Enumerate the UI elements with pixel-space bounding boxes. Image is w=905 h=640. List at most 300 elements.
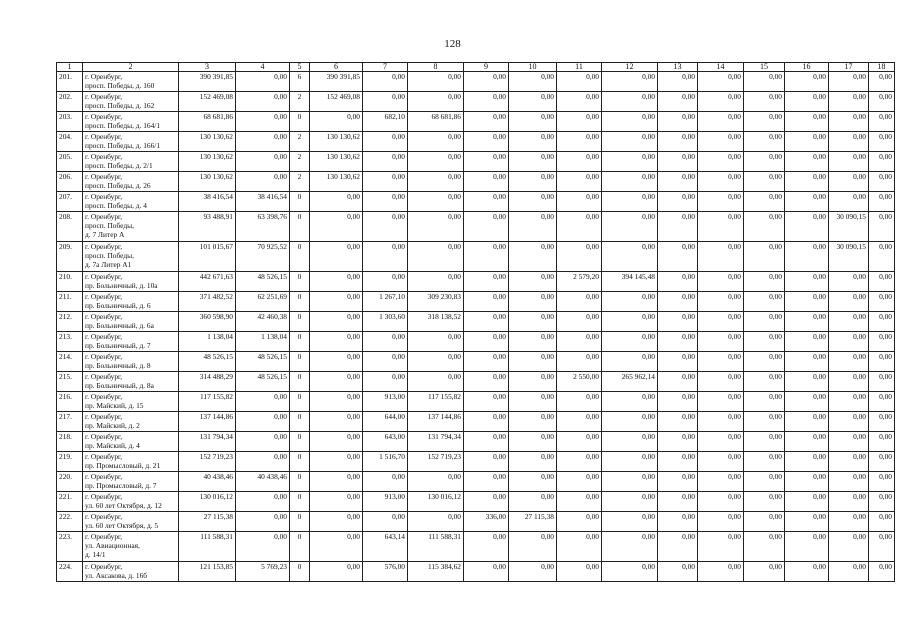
amount-cell: 0,00 bbox=[408, 212, 464, 242]
amount-cell: 48 526,15 bbox=[236, 372, 290, 392]
row-number: 213. bbox=[57, 332, 83, 352]
amount-cell: 0,00 bbox=[236, 392, 290, 412]
amount-cell: 0,00 bbox=[829, 412, 869, 432]
col-header: 18 bbox=[869, 63, 895, 72]
amount-cell: 0,00 bbox=[869, 242, 895, 272]
amount-cell: 390 391,85 bbox=[310, 72, 363, 92]
amount-cell: 0,00 bbox=[658, 172, 698, 192]
amount-cell: 63 398,76 bbox=[236, 212, 290, 242]
amount-cell: 0,00 bbox=[698, 242, 744, 272]
amount-cell: 130 016,12 bbox=[179, 492, 236, 512]
amount-cell: 0,00 bbox=[602, 132, 658, 152]
amount-cell: 0,00 bbox=[310, 452, 363, 472]
amount-cell: 121 153,85 bbox=[179, 562, 236, 582]
amount-cell: 390 391,85 bbox=[179, 72, 236, 92]
amount-cell: 0,00 bbox=[464, 312, 509, 332]
amount-cell: 0,00 bbox=[829, 272, 869, 292]
amount-cell: 0,00 bbox=[744, 372, 785, 392]
row-number: 214. bbox=[57, 352, 83, 372]
amount-cell: 0,00 bbox=[602, 392, 658, 412]
amount-cell: 0,00 bbox=[698, 92, 744, 112]
amount-cell: 0,00 bbox=[744, 392, 785, 412]
amount-cell: 0,00 bbox=[236, 72, 290, 92]
amount-cell: 0,00 bbox=[602, 242, 658, 272]
amount-cell: 0,00 bbox=[785, 432, 829, 452]
col-header: 6 bbox=[310, 63, 363, 72]
address-cell: г. Оренбург, ул. Авиационная, д. 14/1 bbox=[83, 532, 179, 562]
amount-cell: 48 526,15 bbox=[236, 352, 290, 372]
table-row bbox=[57, 242, 895, 272]
col-header: 5 bbox=[290, 63, 310, 72]
amount-cell: 0,00 bbox=[464, 192, 509, 212]
amount-cell: 48 526,15 bbox=[236, 272, 290, 292]
amount-cell: 0,00 bbox=[509, 242, 557, 272]
amount-cell: 0,00 bbox=[785, 192, 829, 212]
amount-cell: 0,00 bbox=[363, 172, 408, 192]
count-cell: 0 bbox=[290, 292, 310, 312]
table-row bbox=[57, 72, 895, 92]
col-header: 13 bbox=[658, 63, 698, 72]
amount-cell: 152 719,23 bbox=[179, 452, 236, 472]
amount-cell: 0,00 bbox=[557, 212, 602, 242]
amount-cell: 0,00 bbox=[785, 92, 829, 112]
header-row bbox=[57, 63, 895, 72]
amount-cell: 130 016,12 bbox=[408, 492, 464, 512]
amount-cell: 0,00 bbox=[509, 272, 557, 292]
amount-cell: 0,00 bbox=[785, 72, 829, 92]
amount-cell: 0,00 bbox=[363, 472, 408, 492]
row-number: 204. bbox=[57, 132, 83, 152]
amount-cell: 0,00 bbox=[658, 492, 698, 512]
amount-cell: 0,00 bbox=[602, 212, 658, 242]
table-row bbox=[57, 192, 895, 212]
amount-cell: 0,00 bbox=[363, 272, 408, 292]
amount-cell: 0,00 bbox=[310, 312, 363, 332]
amount-cell: 0,00 bbox=[658, 412, 698, 432]
amount-cell: 0,00 bbox=[310, 212, 363, 242]
amount-cell: 0,00 bbox=[744, 242, 785, 272]
amount-cell: 0,00 bbox=[658, 532, 698, 562]
count-cell: 0 bbox=[290, 192, 310, 212]
amount-cell: 0,00 bbox=[785, 532, 829, 562]
amount-cell: 1 267,10 bbox=[363, 292, 408, 312]
amount-cell: 0,00 bbox=[509, 452, 557, 472]
amount-cell: 0,00 bbox=[829, 492, 869, 512]
address-cell: г. Оренбург, просп. Победы, д. 2/1 bbox=[83, 152, 179, 172]
amount-cell: 0,00 bbox=[363, 192, 408, 212]
amount-cell: 0,00 bbox=[869, 212, 895, 242]
amount-cell: 0,00 bbox=[869, 352, 895, 372]
amount-cell: 0,00 bbox=[658, 112, 698, 132]
col-header: 12 bbox=[602, 63, 658, 72]
amount-cell: 0,00 bbox=[464, 412, 509, 432]
amount-cell: 137 144,86 bbox=[179, 412, 236, 432]
amount-cell: 913,00 bbox=[363, 392, 408, 412]
amount-cell: 0,00 bbox=[602, 112, 658, 132]
amount-cell: 0,00 bbox=[602, 352, 658, 372]
amount-cell: 0,00 bbox=[509, 192, 557, 212]
row-number: 206. bbox=[57, 172, 83, 192]
amount-cell: 131 794,34 bbox=[179, 432, 236, 452]
row-number: 221. bbox=[57, 492, 83, 512]
amount-cell: 0,00 bbox=[408, 132, 464, 152]
amount-cell: 0,00 bbox=[744, 312, 785, 332]
amount-cell: 0,00 bbox=[557, 352, 602, 372]
count-cell: 2 bbox=[290, 172, 310, 192]
amount-cell: 0,00 bbox=[602, 92, 658, 112]
amount-cell: 0,00 bbox=[310, 472, 363, 492]
amount-cell: 0,00 bbox=[363, 372, 408, 392]
address-cell: г. Оренбург, просп. Победы, д. 7 Литер А bbox=[83, 212, 179, 242]
amount-cell: 0,00 bbox=[310, 192, 363, 212]
address-cell: г. Оренбург, просп. Победы, д. 26 bbox=[83, 172, 179, 192]
count-cell: 0 bbox=[290, 432, 310, 452]
row-number: 224. bbox=[57, 562, 83, 582]
amount-cell: 0,00 bbox=[557, 472, 602, 492]
amount-cell: 0,00 bbox=[869, 132, 895, 152]
amount-cell: 0,00 bbox=[744, 432, 785, 452]
amount-cell: 0,00 bbox=[509, 112, 557, 132]
row-number: 201. bbox=[57, 72, 83, 92]
amount-cell: 0,00 bbox=[869, 272, 895, 292]
table-row bbox=[57, 112, 895, 132]
amount-cell: 0,00 bbox=[557, 152, 602, 172]
amount-cell: 0,00 bbox=[744, 492, 785, 512]
amount-cell: 0,00 bbox=[744, 112, 785, 132]
table-row bbox=[57, 472, 895, 492]
amount-cell: 0,00 bbox=[658, 472, 698, 492]
amount-cell: 5 769,23 bbox=[236, 562, 290, 582]
amount-cell: 0,00 bbox=[869, 72, 895, 92]
amount-cell: 152 469,08 bbox=[310, 92, 363, 112]
amount-cell: 336,00 bbox=[464, 512, 509, 532]
amount-cell: 0,00 bbox=[464, 272, 509, 292]
amount-cell: 0,00 bbox=[236, 172, 290, 192]
col-header: 9 bbox=[464, 63, 509, 72]
table-row bbox=[57, 512, 895, 532]
amount-cell: 0,00 bbox=[785, 392, 829, 412]
amount-cell: 0,00 bbox=[408, 372, 464, 392]
amount-cell: 0,00 bbox=[698, 292, 744, 312]
table-row bbox=[57, 172, 895, 192]
amount-cell: 1 138,04 bbox=[179, 332, 236, 352]
amount-cell: 0,00 bbox=[557, 192, 602, 212]
row-number: 209. bbox=[57, 242, 83, 272]
amount-cell: 152 469,08 bbox=[179, 92, 236, 112]
col-header: 17 bbox=[829, 63, 869, 72]
amount-cell: 0,00 bbox=[602, 312, 658, 332]
amount-cell: 131 794,34 bbox=[408, 432, 464, 452]
amount-cell: 0,00 bbox=[464, 332, 509, 352]
amount-cell: 0,00 bbox=[829, 292, 869, 312]
amount-cell: 0,00 bbox=[698, 112, 744, 132]
amount-cell: 117 155,82 bbox=[408, 392, 464, 412]
row-number: 215. bbox=[57, 372, 83, 392]
amount-cell: 0,00 bbox=[698, 492, 744, 512]
amount-cell: 0,00 bbox=[658, 332, 698, 352]
amount-cell: 0,00 bbox=[408, 192, 464, 212]
amount-cell: 0,00 bbox=[310, 412, 363, 432]
amount-cell: 0,00 bbox=[408, 72, 464, 92]
amount-cell: 0,00 bbox=[829, 132, 869, 152]
amount-cell: 0,00 bbox=[744, 332, 785, 352]
count-cell: 2 bbox=[290, 152, 310, 172]
amount-cell: 442 671,63 bbox=[179, 272, 236, 292]
amount-cell: 0,00 bbox=[785, 412, 829, 432]
address-cell: г. Оренбург, пр. Больничный, д. 8а bbox=[83, 372, 179, 392]
amount-cell: 0,00 bbox=[829, 92, 869, 112]
amount-cell: 0,00 bbox=[869, 172, 895, 192]
amount-cell: 38 416,54 bbox=[179, 192, 236, 212]
table-row bbox=[57, 292, 895, 312]
amount-cell: 0,00 bbox=[744, 132, 785, 152]
amount-cell: 68 681,86 bbox=[179, 112, 236, 132]
amount-cell: 0,00 bbox=[658, 272, 698, 292]
amount-cell: 0,00 bbox=[464, 392, 509, 412]
amount-cell: 0,00 bbox=[698, 72, 744, 92]
count-cell: 0 bbox=[290, 492, 310, 512]
amount-cell: 0,00 bbox=[658, 452, 698, 472]
amount-cell: 0,00 bbox=[785, 272, 829, 292]
amount-cell: 0,00 bbox=[557, 292, 602, 312]
count-cell: 0 bbox=[290, 472, 310, 492]
table-row bbox=[57, 212, 895, 242]
amount-cell: 0,00 bbox=[698, 432, 744, 452]
amount-cell: 0,00 bbox=[509, 472, 557, 492]
amount-cell: 0,00 bbox=[509, 372, 557, 392]
address-cell: г. Оренбург, пр. Промысловый, д. 21 bbox=[83, 452, 179, 472]
amount-cell: 0,00 bbox=[310, 112, 363, 132]
table-row bbox=[57, 352, 895, 372]
address-cell: г. Оренбург, пр. Больничный, д. 8 bbox=[83, 352, 179, 372]
row-number: 223. bbox=[57, 532, 83, 562]
amount-cell: 0,00 bbox=[602, 292, 658, 312]
amount-cell: 0,00 bbox=[602, 192, 658, 212]
address-cell: г. Оренбург, пр. Больничный, д. 10а bbox=[83, 272, 179, 292]
amount-cell: 0,00 bbox=[557, 492, 602, 512]
amount-cell: 0,00 bbox=[310, 512, 363, 532]
amount-cell: 0,00 bbox=[363, 332, 408, 352]
amount-cell: 38 416,54 bbox=[236, 192, 290, 212]
amount-cell: 0,00 bbox=[509, 432, 557, 452]
amount-cell: 0,00 bbox=[310, 352, 363, 372]
amount-cell: 0,00 bbox=[509, 492, 557, 512]
row-number: 211. bbox=[57, 292, 83, 312]
amount-cell: 371 482,52 bbox=[179, 292, 236, 312]
amount-cell: 0,00 bbox=[509, 562, 557, 582]
address-cell: г. Оренбург, ул. 60 лет Октября, д. 5 bbox=[83, 512, 179, 532]
amount-cell: 0,00 bbox=[464, 372, 509, 392]
amount-cell: 111 588,31 bbox=[179, 532, 236, 562]
amount-cell: 0,00 bbox=[785, 292, 829, 312]
row-number: 203. bbox=[57, 112, 83, 132]
amount-cell: 0,00 bbox=[829, 332, 869, 352]
amount-cell: 309 230,83 bbox=[408, 292, 464, 312]
amount-cell: 0,00 bbox=[310, 432, 363, 452]
count-cell: 0 bbox=[290, 242, 310, 272]
amount-cell: 0,00 bbox=[869, 112, 895, 132]
page-number: 128 bbox=[444, 38, 461, 50]
amount-cell: 2 550,00 bbox=[557, 372, 602, 392]
amount-cell: 0,00 bbox=[744, 352, 785, 372]
amount-cell: 0,00 bbox=[744, 292, 785, 312]
amount-cell: 0,00 bbox=[509, 152, 557, 172]
amount-cell: 0,00 bbox=[602, 492, 658, 512]
amount-cell: 913,00 bbox=[363, 492, 408, 512]
address-cell: г. Оренбург, пр. Промысловый, д. 7 bbox=[83, 472, 179, 492]
amount-cell: 643,00 bbox=[363, 432, 408, 452]
amount-cell: 0,00 bbox=[698, 392, 744, 412]
address-cell: г. Оренбург, просп. Победы, д. 4 bbox=[83, 192, 179, 212]
col-header: 2 bbox=[83, 63, 179, 72]
amount-cell: 643,14 bbox=[363, 532, 408, 562]
table-row bbox=[57, 92, 895, 112]
amount-cell: 0,00 bbox=[509, 132, 557, 152]
amount-cell: 0,00 bbox=[509, 392, 557, 412]
amount-cell: 0,00 bbox=[557, 512, 602, 532]
amount-cell: 0,00 bbox=[869, 412, 895, 432]
amount-cell: 0,00 bbox=[698, 412, 744, 432]
count-cell: 0 bbox=[290, 372, 310, 392]
amount-cell: 0,00 bbox=[698, 452, 744, 472]
amount-cell: 0,00 bbox=[744, 412, 785, 432]
amount-cell: 0,00 bbox=[658, 212, 698, 242]
count-cell: 0 bbox=[290, 532, 310, 562]
address-cell: г. Оренбург, пр. Больничный, д. 6 bbox=[83, 292, 179, 312]
table-row bbox=[57, 272, 895, 292]
amount-cell: 0,00 bbox=[602, 472, 658, 492]
amount-cell: 1 303,60 bbox=[363, 312, 408, 332]
amount-cell: 0,00 bbox=[602, 172, 658, 192]
table-row bbox=[57, 432, 895, 452]
table-row bbox=[57, 492, 895, 512]
amount-cell: 0,00 bbox=[658, 132, 698, 152]
count-cell: 0 bbox=[290, 412, 310, 432]
count-cell: 0 bbox=[290, 512, 310, 532]
address-cell: г. Оренбург, просп. Победы, д. 7а Литер А1 bbox=[83, 242, 179, 272]
amount-cell: 0,00 bbox=[602, 152, 658, 172]
amount-cell: 0,00 bbox=[509, 412, 557, 432]
amount-cell: 0,00 bbox=[408, 92, 464, 112]
amount-cell: 0,00 bbox=[658, 242, 698, 272]
address-cell: г. Оренбург, пр. Майский, д. 2 bbox=[83, 412, 179, 432]
amount-cell: 0,00 bbox=[785, 212, 829, 242]
amount-cell: 0,00 bbox=[464, 172, 509, 192]
col-header: 14 bbox=[698, 63, 744, 72]
amount-cell: 0,00 bbox=[869, 452, 895, 472]
amount-cell: 0,00 bbox=[744, 272, 785, 292]
amount-cell: 0,00 bbox=[509, 312, 557, 332]
row-number: 219. bbox=[57, 452, 83, 472]
amount-cell: 0,00 bbox=[785, 372, 829, 392]
amount-cell: 0,00 bbox=[658, 192, 698, 212]
amount-cell: 0,00 bbox=[658, 392, 698, 412]
amount-cell: 0,00 bbox=[464, 242, 509, 272]
amount-cell: 0,00 bbox=[310, 492, 363, 512]
amount-cell: 68 681,86 bbox=[408, 112, 464, 132]
amount-cell: 0,00 bbox=[464, 432, 509, 452]
amount-cell: 0,00 bbox=[698, 352, 744, 372]
table-row bbox=[57, 562, 895, 582]
amount-cell: 0,00 bbox=[557, 112, 602, 132]
table-row bbox=[57, 312, 895, 332]
amount-cell: 0,00 bbox=[829, 112, 869, 132]
amount-cell: 0,00 bbox=[236, 132, 290, 152]
amount-cell: 0,00 bbox=[829, 392, 869, 412]
amount-cell: 0,00 bbox=[464, 112, 509, 132]
amount-cell: 0,00 bbox=[408, 272, 464, 292]
count-cell: 6 bbox=[290, 72, 310, 92]
amount-cell: 0,00 bbox=[698, 562, 744, 582]
amount-cell: 0,00 bbox=[744, 212, 785, 242]
address-cell: г. Оренбург, пр. Майский, д. 4 bbox=[83, 432, 179, 452]
amount-cell: 0,00 bbox=[869, 92, 895, 112]
amount-cell: 0,00 bbox=[310, 242, 363, 272]
amount-cell: 0,00 bbox=[829, 562, 869, 582]
amount-cell: 0,00 bbox=[744, 532, 785, 562]
amount-cell: 644,00 bbox=[363, 412, 408, 432]
amount-cell: 0,00 bbox=[509, 172, 557, 192]
amount-cell: 0,00 bbox=[869, 472, 895, 492]
amount-cell: 0,00 bbox=[464, 212, 509, 242]
amount-cell: 0,00 bbox=[464, 452, 509, 472]
amount-cell: 0,00 bbox=[310, 332, 363, 352]
amount-cell: 0,00 bbox=[829, 372, 869, 392]
amount-cell: 0,00 bbox=[464, 292, 509, 312]
amount-cell: 0,00 bbox=[869, 512, 895, 532]
amount-cell: 0,00 bbox=[829, 512, 869, 532]
amount-cell: 0,00 bbox=[869, 292, 895, 312]
amount-cell: 0,00 bbox=[698, 332, 744, 352]
amount-cell: 0,00 bbox=[658, 92, 698, 112]
amount-cell: 40 438,46 bbox=[236, 472, 290, 492]
table-body bbox=[57, 72, 895, 582]
row-number: 207. bbox=[57, 192, 83, 212]
amount-cell: 111 588,31 bbox=[408, 532, 464, 562]
amount-cell: 0,00 bbox=[557, 312, 602, 332]
count-cell: 2 bbox=[290, 132, 310, 152]
amount-cell: 0,00 bbox=[658, 152, 698, 172]
amount-cell: 0,00 bbox=[829, 472, 869, 492]
amount-cell: 0,00 bbox=[236, 112, 290, 132]
amount-cell: 0,00 bbox=[236, 412, 290, 432]
amount-cell: 0,00 bbox=[464, 492, 509, 512]
amount-cell: 0,00 bbox=[236, 92, 290, 112]
amount-cell: 0,00 bbox=[557, 452, 602, 472]
amount-cell: 0,00 bbox=[698, 372, 744, 392]
amount-cell: 101 015,67 bbox=[179, 242, 236, 272]
amount-cell: 1 138,04 bbox=[236, 332, 290, 352]
amount-cell: 0,00 bbox=[464, 562, 509, 582]
amount-cell: 0,00 bbox=[829, 312, 869, 332]
amount-cell: 0,00 bbox=[408, 152, 464, 172]
amount-cell: 0,00 bbox=[602, 432, 658, 452]
amount-cell: 0,00 bbox=[658, 432, 698, 452]
table-row bbox=[57, 412, 895, 432]
amount-cell: 93 488,91 bbox=[179, 212, 236, 242]
amount-cell: 0,00 bbox=[363, 92, 408, 112]
amount-cell: 137 144,86 bbox=[408, 412, 464, 432]
amount-cell: 0,00 bbox=[557, 562, 602, 582]
row-number: 220. bbox=[57, 472, 83, 492]
amount-cell: 0,00 bbox=[509, 72, 557, 92]
amount-cell: 0,00 bbox=[785, 132, 829, 152]
amount-cell: 0,00 bbox=[785, 112, 829, 132]
col-header: 1 bbox=[57, 63, 83, 72]
row-number: 205. bbox=[57, 152, 83, 172]
count-cell: 0 bbox=[290, 352, 310, 372]
row-number: 202. bbox=[57, 92, 83, 112]
